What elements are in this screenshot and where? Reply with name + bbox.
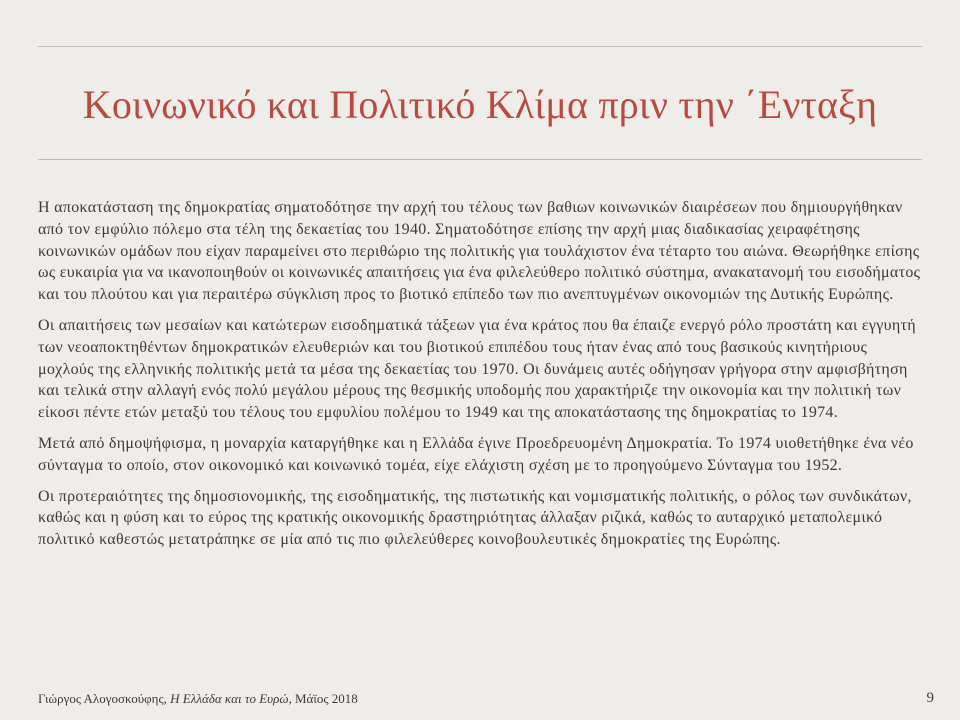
body-paragraph: Η αποκατάσταση της δημοκρατίας σηματοδότησε την αρχή του τέλους των βαθιων κοινωνικών διαιρέσεων που δημιουργήθηκαν από τον εμφύλιο πόλεμο στα τέλη της δεκαετίας του 1940. Σηματοδότησε επίσης την αρχή μιας διαδικασίας χειραφέτησης κοινωνικών ομάδων που είχαν παραμείνει στο περιθώριο της πολιτικής για τουλάχιστον ένα τέταρτο του αιώνα. Θεωρήθηκε επίσης ως ευκαιρία για να ικανοποιηθούν οι κοινωνικές απαιτήσεις για ένα φιλελεύθερο πολιτικό σύστημα, ανακατανομή του εισοδήματος και του πλούτου και για περαιτέρω σύγκλιση προς το βιοτικό επίπεδο των πιο ανεπτυγμένων οικονομιών της Δυτικής Ευρώπης. — [38, 199, 921, 304]
slide-title: Κοινωνικό και Πολιτικό Κλίμα πριν την ΄Ενταξη — [82, 82, 878, 127]
body-paragraph: Οι απαιτήσεις των μεσαίων και κατώτερων εισοδηματικά τάξεων για ένα κράτος που θα έπαιζε ενεργό ρόλο προστάτη και εγγυητή των νεοαποκτηθέντων δημοκρατικών ελευθεριών και του βιοτικού επιπέδου τους ήταν ένας από τους βασικούς κινητήριους μοχλούς της ελληνικής πολιτικής μετά τα μέσα της δεκαετίας του 1970. Οι δυνάμεις αυτές οδήγησαν γρήγορα στην αμφισβήτηση και τελικά στην αλλαγή ενός πολύ μεγάλου μέρους της θεσμικής υποδομής που χαρακτήριζε την οικονομία και την πολιτική των είκοσι πέντε ετών μεταξύ του τέλους του εμφυλίου πολέμου το 1949 και της αποκατάστασης της δημοκρατίας το 1974. — [38, 316, 916, 422]
top-divider — [38, 46, 922, 47]
body-paragraph: Οι προτεραιότητες της δημοσιονομικής, της εισοδηματικής, της πιστωτικής και νομισματικής πολιτικής, ο ρόλος των συνδικάτων, καθώς και η φύση και το εύρος της κρατικής οικονομικής δραστηριότητας άλλαξαν ριζικά, καθώς το αυταρχικό μεταπολεμικό πολιτικό καθεστώς μετατράπηκε σε μία από τις πιο φιλελεύθερες κοινοβουλευτικές δημοκρατίες της Ευρώπης. — [38, 487, 912, 549]
footer-author: Γιώργος Αλογοσκούφης, — [38, 691, 171, 706]
body-paragraph: Μετά από δημοψήφισμα, η μοναρχία καταργήθηκε και η Ελλάδα έγινε Προεδρευομένη Δημοκρατία. Το 1974 υιοθετήθηκε ένα νέο σύνταγμα το οποίο, στον οικονομικό και κοινωνικό τομέα, είχε ελάχιστη σχέση με το προηγούμενο Σύνταγμα του 1952. — [38, 434, 914, 474]
slide-footer — [38, 691, 358, 707]
footer-book-title: Η Ελλάδα και το Ευρώ — [170, 691, 289, 706]
title-divider — [38, 159, 922, 160]
slide-body — [38, 197, 922, 560]
footer-date: , Μάϊος 2018 — [288, 691, 358, 706]
page-number: 9 — [926, 690, 934, 706]
